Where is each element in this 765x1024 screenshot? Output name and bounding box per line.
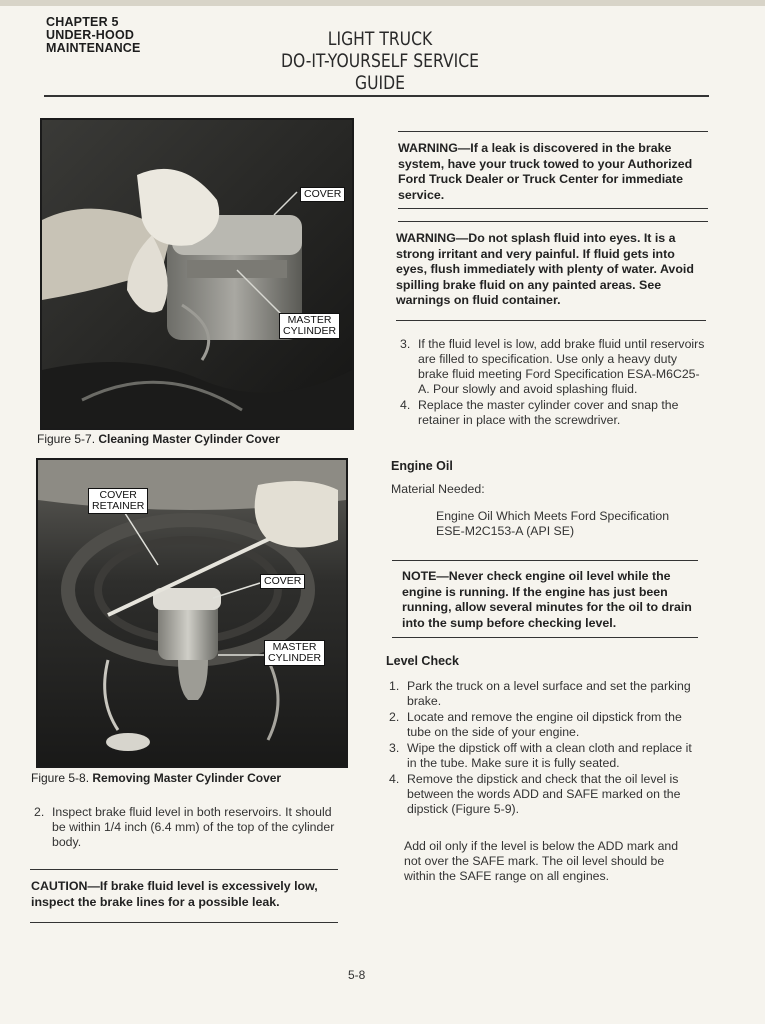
step-text: Remove the dipstick and check that the oil level is between the words ADD and SAFE marked on the dipstick (Figure 5-9). (407, 772, 681, 816)
caution-brake-fluid: CAUTION—If brake fluid level is excessively low, inspect the brake lines for a possible leak. (31, 879, 318, 909)
material-needed-label: Material Needed: (391, 482, 485, 496)
level-check-steps (389, 679, 699, 818)
figure-5-8-photo (36, 458, 348, 768)
step-number: 4. (400, 398, 411, 412)
note-rule-bottom (392, 637, 698, 638)
step-2-inspect (34, 805, 342, 851)
callout-cover-retainer: COVER RETAINER (88, 488, 148, 514)
guide-title-line: LIGHT TRUCK (327, 28, 433, 50)
list-item (389, 741, 699, 771)
list-item (389, 679, 699, 709)
step-number: 2. (34, 805, 45, 819)
note-engine-running: NOTE—Never check engine oil level while the engine is running. If the engine has just been running, allow several minutes for the oil to drain into the sump before checking level. (402, 569, 692, 630)
figure-title: Cleaning Master Cylinder Cover (98, 432, 280, 446)
list-item (389, 772, 699, 817)
figure-5-8-caption (31, 771, 281, 785)
page-number: 5-8 (348, 968, 366, 982)
engine-oil-heading: Engine Oil (391, 459, 453, 473)
caution-rule-bottom (30, 922, 338, 923)
step-text: Inspect brake fluid level in both reservoirs. It should be within 1/4 inch (6.4 mm) of the top of the cylinder body. (52, 805, 335, 849)
callout-cover: COVER (260, 574, 305, 589)
note-rule-top (392, 560, 698, 561)
warning-brake-leak: WARNING—If a leak is discovered in the brake system, have your truck towed to your Authorized Ford Truck Dealer or Truck Center for immediate service. (398, 141, 693, 202)
warning1-rule-bottom (398, 208, 708, 209)
list-item (389, 710, 699, 740)
callout-master-cylinder: MASTER CYLINDER (279, 313, 340, 339)
step-number: 3. (400, 337, 411, 351)
step-text: Locate and remove the engine oil dipstick from the tube on the side of your engine. (407, 710, 682, 739)
figure-number: Figure 5-7. (37, 432, 96, 446)
chapter-line: MAINTENANCE (46, 41, 141, 55)
figure-number: Figure 5-8. (31, 771, 90, 785)
header-rule (44, 95, 709, 97)
warning1-rule-top (398, 131, 708, 132)
figure-5-7-photo (40, 118, 354, 430)
material-line-2: ESE-M2C153-A (API SE) (436, 524, 575, 538)
warning2-rule-bottom (396, 320, 706, 321)
step-text: If the fluid level is low, add brake fluid until reservoirs are filled to specification. Use only a heavy duty brake fluid meeting Ford Specification ESA-M6C25-A. Pour slowly and avoid splashing fluid. (418, 337, 705, 396)
step-text: Wipe the dipstick off with a clean cloth and replace it in the tube. Make sure it is fully seated. (407, 741, 692, 770)
warning2-rule-top (398, 221, 708, 222)
add-oil-paragraph: Add oil only if the level is below the ADD mark and not over the SAFE mark. The oil level should be within the SAFE range on all engines. (404, 839, 679, 883)
list-item (400, 398, 706, 428)
callout-cover: COVER (300, 187, 345, 202)
callout-master-cylinder: MASTER CYLINDER (264, 640, 325, 666)
master-cylinder-cleaning-image (42, 120, 352, 428)
guide-title (257, 28, 503, 94)
material-line-1: Engine Oil Which Meets Ford Specification (436, 509, 670, 523)
figure-5-7-caption (37, 432, 280, 446)
chapter-line: CHAPTER 5 (46, 15, 119, 29)
step-text: Replace the master cylinder cover and snap the retainer in place with the screwdriver. (418, 398, 679, 427)
brake-steps-list (400, 337, 706, 429)
step-text: Park the truck on a level surface and set the parking brake. (407, 679, 691, 708)
warning-fluid-eyes: WARNING—Do not splash fluid into eyes. It is a strong irritant and very painful. If fluid gets into eyes, flush immediately with plenty of water. Avoid spilling brake fluid on any painted areas. See warnings on fluid container. (396, 231, 694, 307)
page-top-edge (0, 0, 765, 6)
step-number: 2. (389, 710, 400, 724)
caution-rule-top (30, 869, 338, 870)
step-number: 1. (389, 679, 400, 693)
level-check-heading: Level Check (386, 654, 459, 668)
step-number: 3. (389, 741, 400, 755)
chapter-label (46, 16, 141, 55)
step-number: 4. (389, 772, 400, 786)
master-cylinder-removal-image (38, 460, 346, 766)
guide-title-line: DO-IT-YOURSELF SERVICE GUIDE (281, 50, 479, 94)
list-item (400, 337, 706, 397)
chapter-line: UNDER-HOOD (46, 28, 135, 42)
figure-title: Removing Master Cylinder Cover (92, 771, 282, 785)
